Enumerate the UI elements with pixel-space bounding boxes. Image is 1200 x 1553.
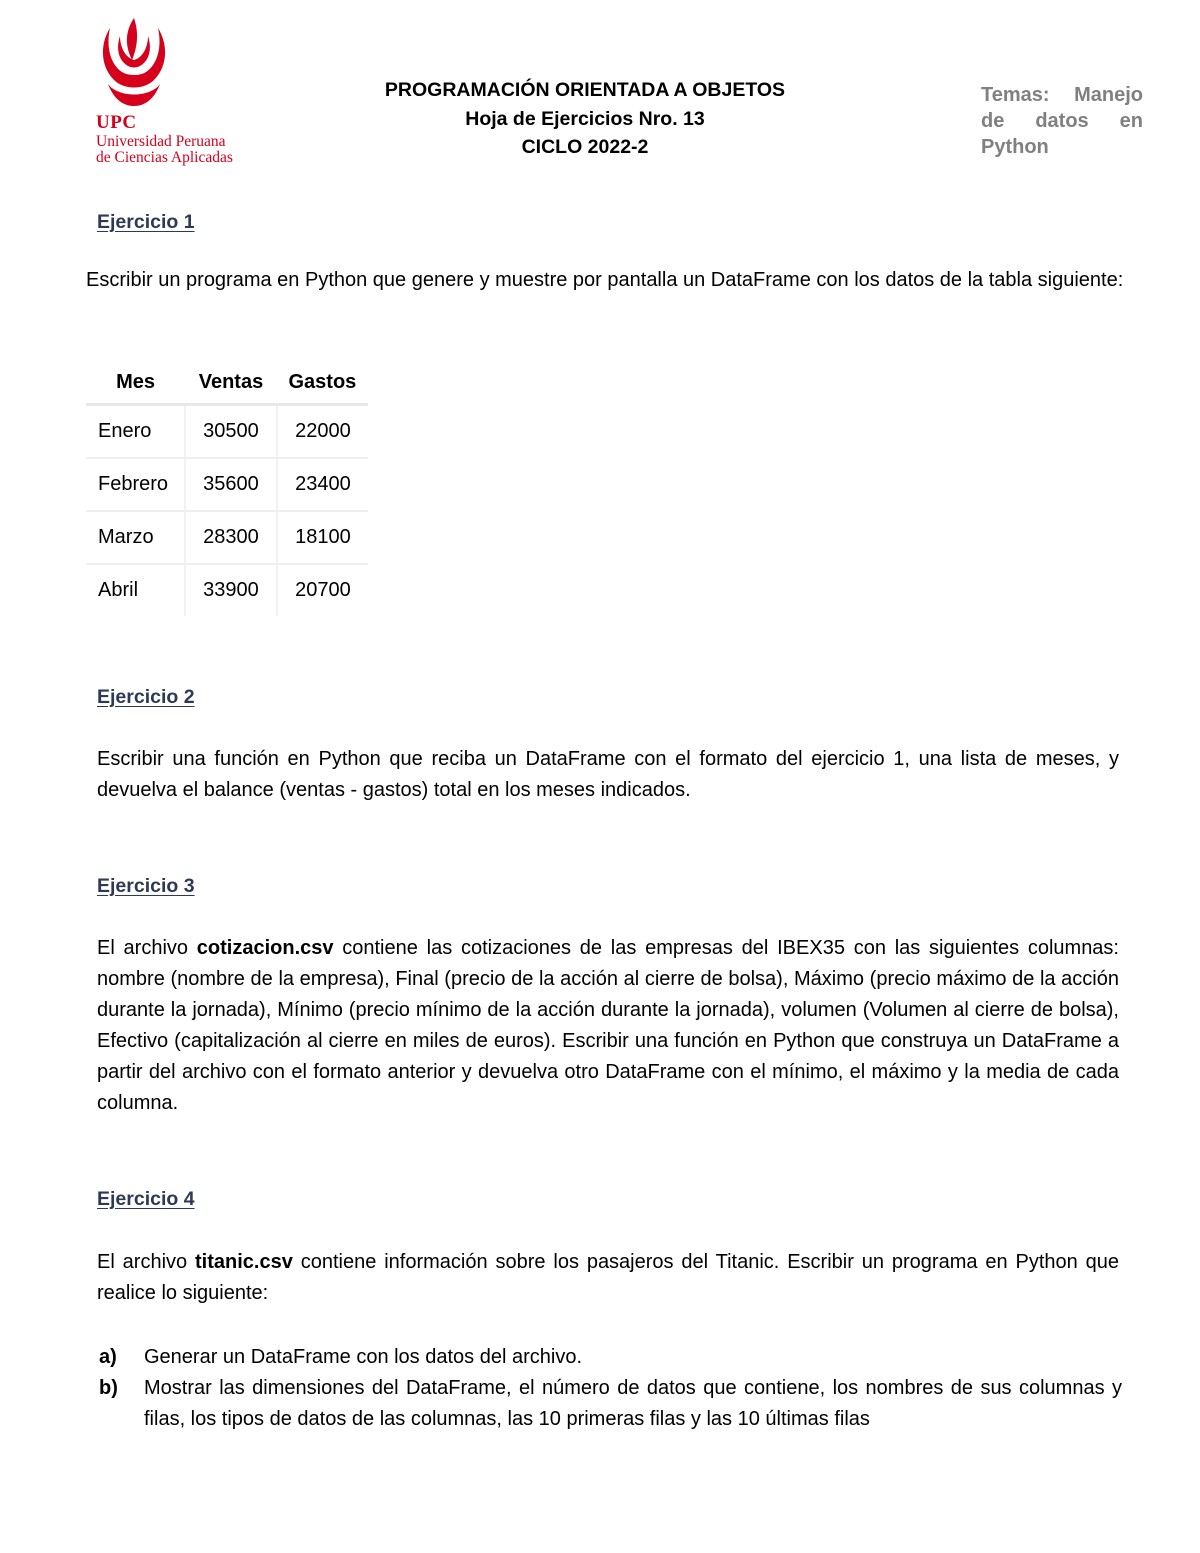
exercise-4-text — [97, 1247, 1119, 1309]
exercise-3-filename: cotizacion.csv — [196, 937, 334, 959]
table-cell-ventas: 35600 — [185, 458, 277, 511]
exercise-4-text-post: contiene información sobre los pasajeros del Titanic. Escribir un programa en Python que realice lo siguiente: — [97, 1251, 1119, 1304]
table-cell-mes: Enero — [86, 405, 185, 459]
list-item-text: Mostrar las dimensiones del DataFrame, el número de datos que contiene, los nombres de sus columnas y filas, los tipos de datos de las columnas, las 10 primeras filas y las 10 últimas filas — [144, 1377, 1122, 1430]
exercise-2-text: Escribir una función en Python que reciba un DataFrame con el formato del ejercicio 1, una lista de meses, y devuelva el balance (ventas - gastos) total en los meses indicados. — [97, 748, 1119, 801]
table-cell-mes: Abril — [86, 564, 185, 616]
table-cell-gastos: 18100 — [277, 511, 368, 564]
table-row — [86, 405, 368, 459]
upc-logo — [96, 14, 266, 174]
exercise-4-filename: titanic.csv — [195, 1251, 293, 1273]
table-cell-ventas: 30500 — [185, 405, 277, 459]
table-cell-gastos: 20700 — [295, 579, 351, 601]
table-header-ventas: Ventas — [185, 361, 277, 405]
table-cell-mes: Marzo — [86, 511, 185, 564]
logo-abbr: UPC — [96, 112, 137, 133]
exercise-4-title: Ejercicio 4 — [97, 1188, 195, 1210]
exercise-3-text — [97, 933, 1119, 1119]
table-cell-ventas: 33900 — [185, 564, 277, 616]
cycle-label: CICLO 2022-2 — [521, 136, 649, 158]
table-row — [86, 564, 368, 616]
document-header — [300, 76, 870, 162]
table-header-row — [86, 361, 368, 405]
list-item-marker: b) — [99, 1377, 118, 1399]
table-cell-ventas: 28300 — [185, 511, 277, 564]
logo-name-line1: Universidad Peruana — [96, 133, 226, 150]
exercise-2-title: Ejercicio 2 — [97, 686, 195, 708]
exercise-3-text-pre: El archivo — [97, 937, 197, 959]
table-row — [86, 511, 368, 564]
table-cell-mes: Febrero — [86, 458, 185, 511]
table-header-mes: Mes — [86, 361, 185, 405]
exercise-3-title: Ejercicio 3 — [97, 875, 195, 897]
sales-expenses-table — [86, 361, 368, 616]
exercise-4-text-pre: El archivo — [97, 1251, 196, 1273]
table-cell-gastos: 22000 — [277, 405, 368, 459]
exercise-3-text-post: contiene las cotizaciones de las empresas del IBEX35 con las siguientes columnas: nombre (nombre de la empresa), Final (precio de la acción al cierre de bolsa), Máximo (precio máximo de la acción durante la jornada), Mínimo (precio mínimo de la acción durante la jornada), volumen (Volumen al cierre de bolsa), Efectivo (capitalización al cierre en miles de euros). Escribir una función en Python que construya un DataFrame a partir del archivo con el formato anterior y devuelva otro DataFrame con el mínimo, el máximo y la media de cada columna. — [97, 937, 1119, 1114]
table-cell-gastos: 23400 — [277, 458, 368, 511]
list-item-marker: a) — [99, 1346, 117, 1368]
exercise-1-title: Ejercicio 1 — [97, 211, 195, 233]
topics-label: Temas: Manejo de datos en Python — [981, 84, 1143, 158]
logo-university-name — [96, 134, 233, 166]
table-row — [86, 458, 368, 511]
list-item — [99, 1342, 1124, 1373]
upc-flame-icon — [96, 14, 172, 110]
course-title: PROGRAMACIÓN ORIENTADA A OBJETOS — [384, 79, 786, 101]
sheet-number: Hoja de Ejercicios Nro. 13 — [465, 107, 705, 130]
exercise-1-text: Escribir un programa en Python que genere y muestre por pantalla un DataFrame con los datos de la tabla siguiente: — [86, 269, 1124, 291]
list-item-text: Generar un DataFrame con los datos del archivo. — [144, 1346, 582, 1368]
table-header-gastos: Gastos — [277, 361, 368, 405]
list-item — [99, 1373, 1124, 1435]
logo-name-line2: de Ciencias Aplicadas — [96, 149, 233, 166]
